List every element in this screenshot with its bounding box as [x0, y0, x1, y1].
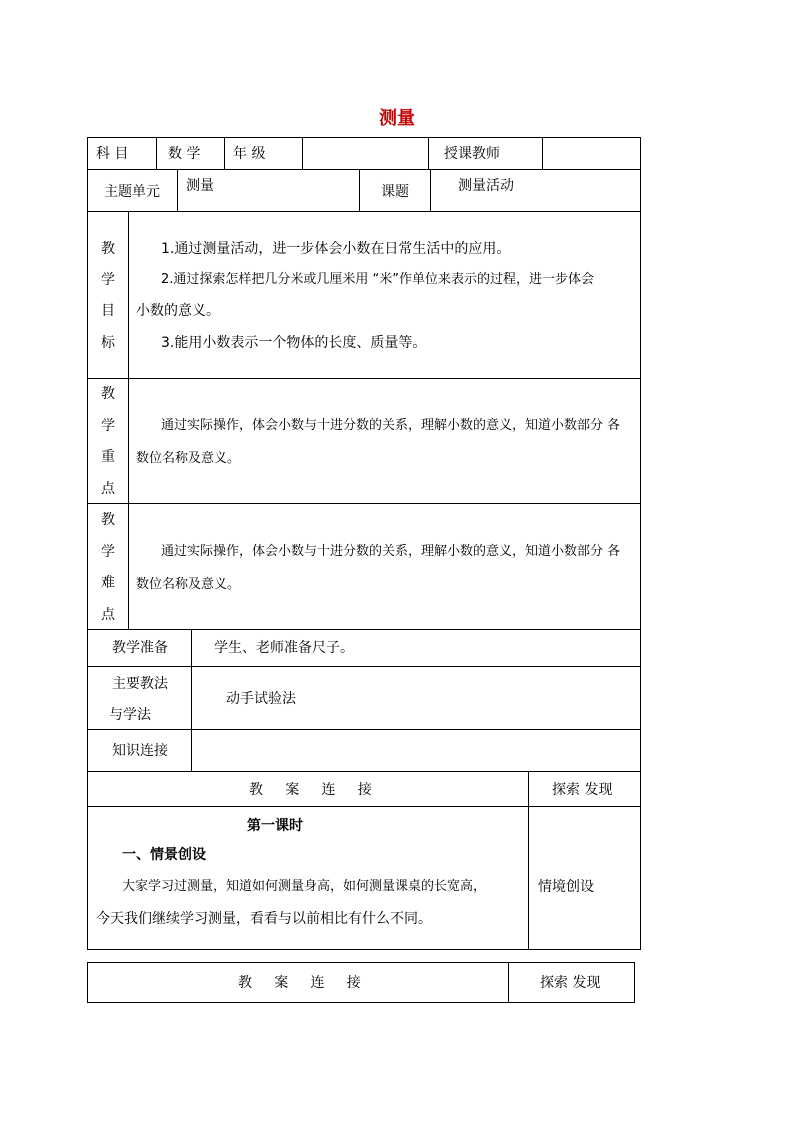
preparation-label: 教学准备: [112, 640, 168, 656]
key-points-label-char: 学: [101, 418, 115, 434]
page-title: 测量: [379, 108, 415, 129]
lesson-section: 一、情景创设: [122, 847, 206, 863]
objective-item: 2.通过探索怎样把几分米或几厘米用 “米”作单位来表示的过程，进一步体会: [161, 272, 595, 287]
col-divider: [177, 169, 178, 211]
subject-label: 科 目: [96, 146, 129, 162]
row-divider: [87, 503, 641, 504]
key-points-label-char: 点: [101, 481, 115, 497]
difficulties-text: 数位名称及意义。: [136, 577, 241, 592]
col-divider: [508, 962, 509, 1003]
row-divider: [87, 169, 641, 170]
unit-value: 测量: [186, 178, 214, 194]
row-divider: [87, 629, 641, 630]
unit-label: 主题单元: [104, 184, 160, 200]
col-divider: [528, 771, 529, 950]
col-divider: [224, 137, 225, 169]
difficulties-label-char: 难: [101, 575, 115, 591]
lesson-period: 第一课时: [247, 818, 303, 834]
col-divider: [430, 169, 431, 211]
lesson-side-note: 情境创设: [538, 879, 594, 895]
methods-value: 动手试验法: [226, 691, 296, 707]
objective-item: 小数的意义。: [136, 303, 220, 319]
objective-item: 1.通过测量活动，进一步体会小数在日常生活中的应用。: [161, 241, 511, 257]
methods-label: 与学法: [109, 707, 151, 723]
grade-label: 年 级: [233, 146, 266, 162]
preparation-value: 学生、老师准备尺子。: [214, 640, 354, 656]
lesson-paragraph: 今天我们继续学习测量，看看与以前相比有什么不同。: [96, 911, 432, 927]
plan-header-left: 教 案 连 接: [238, 975, 361, 991]
row-divider: [87, 806, 641, 807]
methods-label: 主要教法: [112, 676, 168, 692]
col-divider: [156, 137, 157, 169]
key-points-label-char: 教: [101, 386, 115, 402]
col-divider: [128, 211, 129, 629]
objective-item: 3.能用小数表示一个物体的长度、质量等。: [161, 335, 427, 351]
col-divider: [302, 137, 303, 169]
col-divider: [191, 629, 192, 771]
col-divider: [359, 169, 360, 211]
key-points-text: 通过实际操作，体会小数与十进分数的关系，理解小数的意义，知道小数部分 各: [161, 418, 621, 433]
key-points-label-char: 重: [101, 449, 115, 465]
objectives-label-char: 学: [101, 272, 115, 288]
difficulties-label-char: 学: [101, 544, 115, 560]
difficulties-label-char: 教: [101, 512, 115, 528]
plan-header-right: 探索 发现: [552, 782, 613, 798]
plan-header-right: 探索 发现: [540, 975, 601, 991]
objectives-label-char: 标: [101, 335, 115, 351]
objectives-label-char: 目: [101, 303, 115, 319]
lesson-paragraph: 大家学习过测量，知道如何测量身高，如何测量课桌的长宽高，: [122, 879, 487, 894]
lesson-value: 测量活动: [458, 178, 514, 194]
row-divider: [87, 666, 641, 667]
teacher-label: 授课教师: [444, 146, 500, 162]
difficulties-label-char: 点: [101, 607, 115, 623]
row-divider: [87, 729, 641, 730]
row-divider: [87, 378, 641, 379]
row-divider: [87, 211, 641, 212]
difficulties-text: 通过实际操作，体会小数与十进分数的关系，理解小数的意义，知道小数部分 各: [161, 544, 621, 559]
subject-value: 数 学: [168, 146, 201, 162]
plan-header-left: 教 案 连 接: [249, 782, 372, 798]
col-divider: [428, 137, 429, 169]
knowledge-label: 知识连接: [112, 743, 168, 759]
row-divider: [87, 771, 641, 772]
objectives-label-char: 教: [101, 241, 115, 257]
key-points-text: 数位名称及意义。: [136, 451, 241, 466]
col-divider: [542, 137, 543, 169]
lesson-label: 课题: [381, 184, 409, 200]
